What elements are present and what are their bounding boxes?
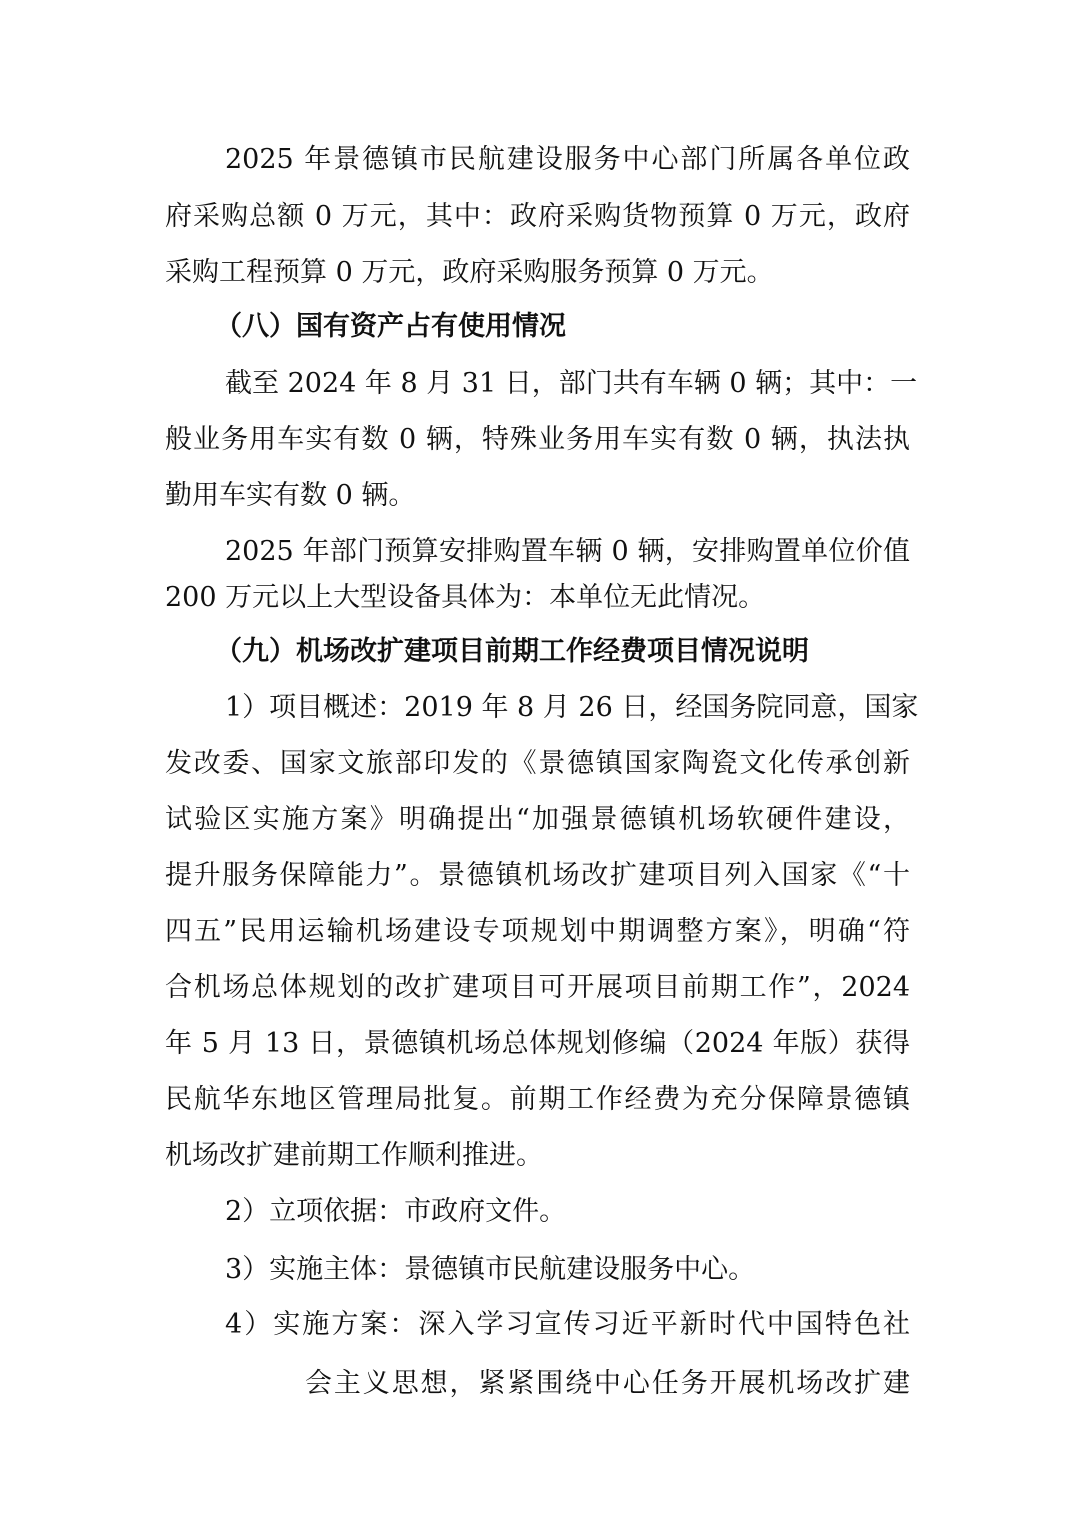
text-line: 2）立项依据：市政府文件。 (225, 1196, 567, 1227)
text-line: 200 万元以上大型设备具体为：本单位无此情况。 (165, 582, 766, 613)
section-heading: （八）国有资产占有使用情况 (215, 311, 566, 342)
text-line: 般业务用车实有数 0 辆，特殊业务用车实有数 0 辆，执法执 (165, 424, 910, 455)
text-line: 3）实施主体：景德镇市民航建设服务中心。 (225, 1254, 756, 1285)
section-heading: （九）机场改扩建项目前期工作经费项目情况说明 (215, 636, 809, 667)
text-line: 4）实施方案：深入学习宣传习近平新时代中国特色社 (225, 1309, 910, 1340)
text-line: 机场改扩建前期工作顺利推进。 (165, 1140, 543, 1171)
text-line: 合机场总体规划的改扩建项目可开展项目前期工作”，2024 (165, 972, 910, 1003)
text-line: 截至 2024 年 8 月 31 日，部门共有车辆 0 辆；其中：一 (225, 368, 918, 399)
text-line: 1）项目概述：2019 年 8 月 26 日，经国务院同意，国家 (225, 692, 919, 723)
text-line: 勤用车实有数 0 辆。 (165, 480, 416, 511)
text-line: 四五”民用运输机场建设专项规划中期调整方案》，明确“符 (165, 916, 910, 947)
text-line: 府采购总额 0 万元，其中：政府采购货物预算 0 万元，政府 (165, 201, 910, 232)
text-line: 发改委、国家文旅部印发的《景德镇国家陶瓷文化传承创新 (165, 748, 910, 779)
text-line: 2025 年部门预算安排购置车辆 0 辆，安排购置单位价值 (225, 536, 910, 567)
text-line: 民航华东地区管理局批复。前期工作经费为充分保障景德镇 (165, 1084, 910, 1115)
text-line: 会主义思想，紧紧围绕中心任务开展机场改扩建 (305, 1368, 910, 1399)
text-line: 采购工程预算 0 万元，政府采购服务预算 0 万元。 (165, 257, 774, 288)
text-line: 试验区实施方案》明确提出“加强景德镇机场软硬件建设， (165, 804, 910, 835)
text-line: 年 5 月 13 日，景德镇机场总体规划修编（2024 年版）获得 (165, 1028, 910, 1059)
text-line: 2025 年景德镇市民航建设服务中心部门所属各单位政 (225, 144, 910, 175)
text-line: 提升服务保障能力”。景德镇机场改扩建项目列入国家《“十 (165, 860, 910, 891)
